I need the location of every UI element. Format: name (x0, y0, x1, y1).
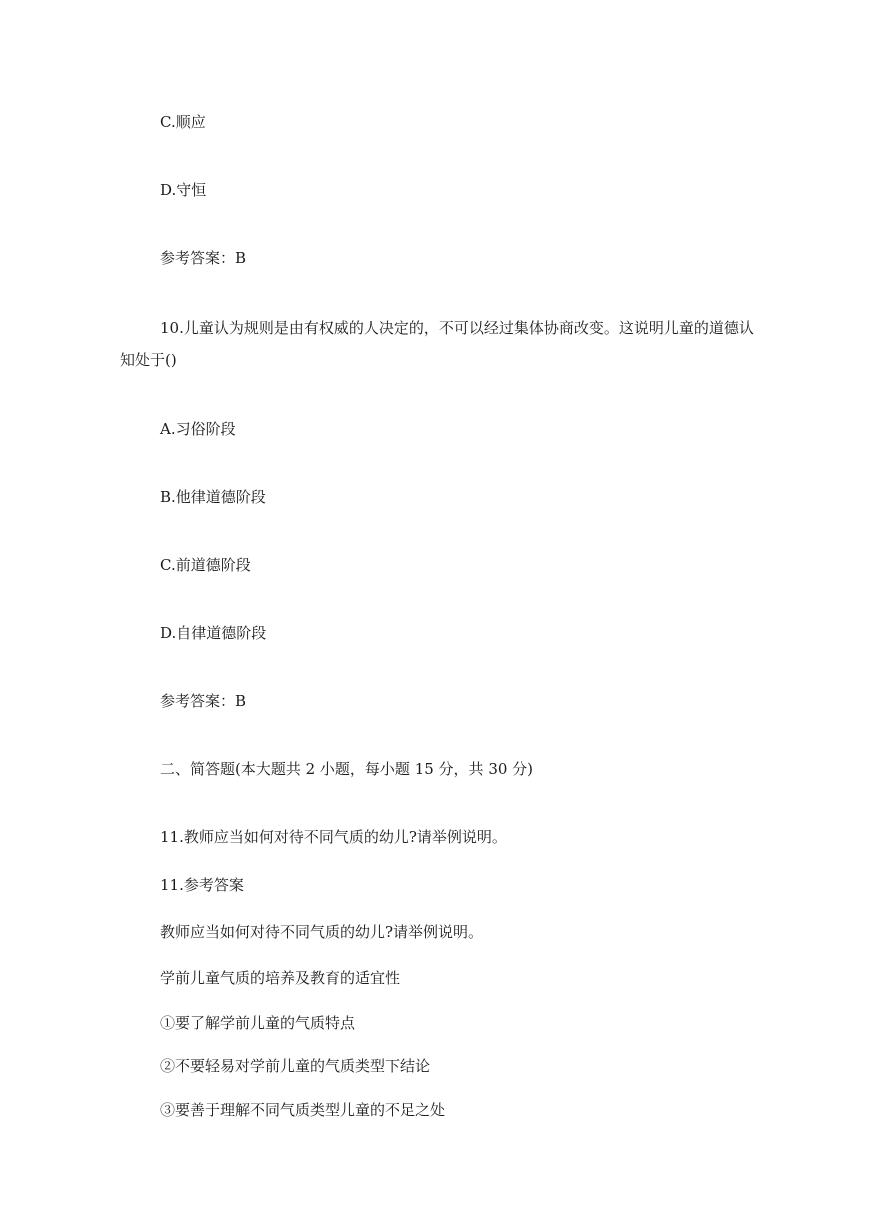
q10-answer: 参考答案：B (160, 692, 247, 710)
q11-answer-line: ③要善于理解不同气质类型儿童的不足之处 (160, 1101, 446, 1119)
q10-option-a: A.习俗阶段 (160, 420, 236, 438)
q10-option-d: D.自律道德阶段 (160, 624, 267, 642)
q10-option-c: C.前道德阶段 (160, 556, 251, 574)
q10-option-b: B.他律道德阶段 (160, 488, 266, 506)
q11-answer-line: 教师应当如何对待不同气质的幼儿?请举例说明。 (160, 923, 484, 941)
q9-option-d: D.守恒 (160, 181, 207, 199)
q11-answer-label: 11.参考答案 (160, 876, 244, 894)
q11-question: 11.教师应当如何对待不同气质的幼儿?请举例说明。 (160, 828, 507, 846)
q9-answer: 参考答案：B (160, 249, 247, 267)
section-heading: 二、简答题(本大题共 2 小题，每小题 15 分，共 30 分) (160, 760, 534, 778)
q10-question: 10.儿童认为规则是由有权威的人决定的，不可以经过集体协商改变。这说明儿童的道德认知处于() (120, 319, 754, 369)
q11-answer-line: ①要了解学前儿童的气质特点 (160, 1014, 356, 1032)
q9-option-c: C.顺应 (160, 113, 206, 131)
q11-answer-line: ②不要轻易对学前儿童的气质类型下结论 (160, 1057, 431, 1075)
q11-answer-line: 学前儿童气质的培养及教育的适宜性 (160, 969, 401, 987)
